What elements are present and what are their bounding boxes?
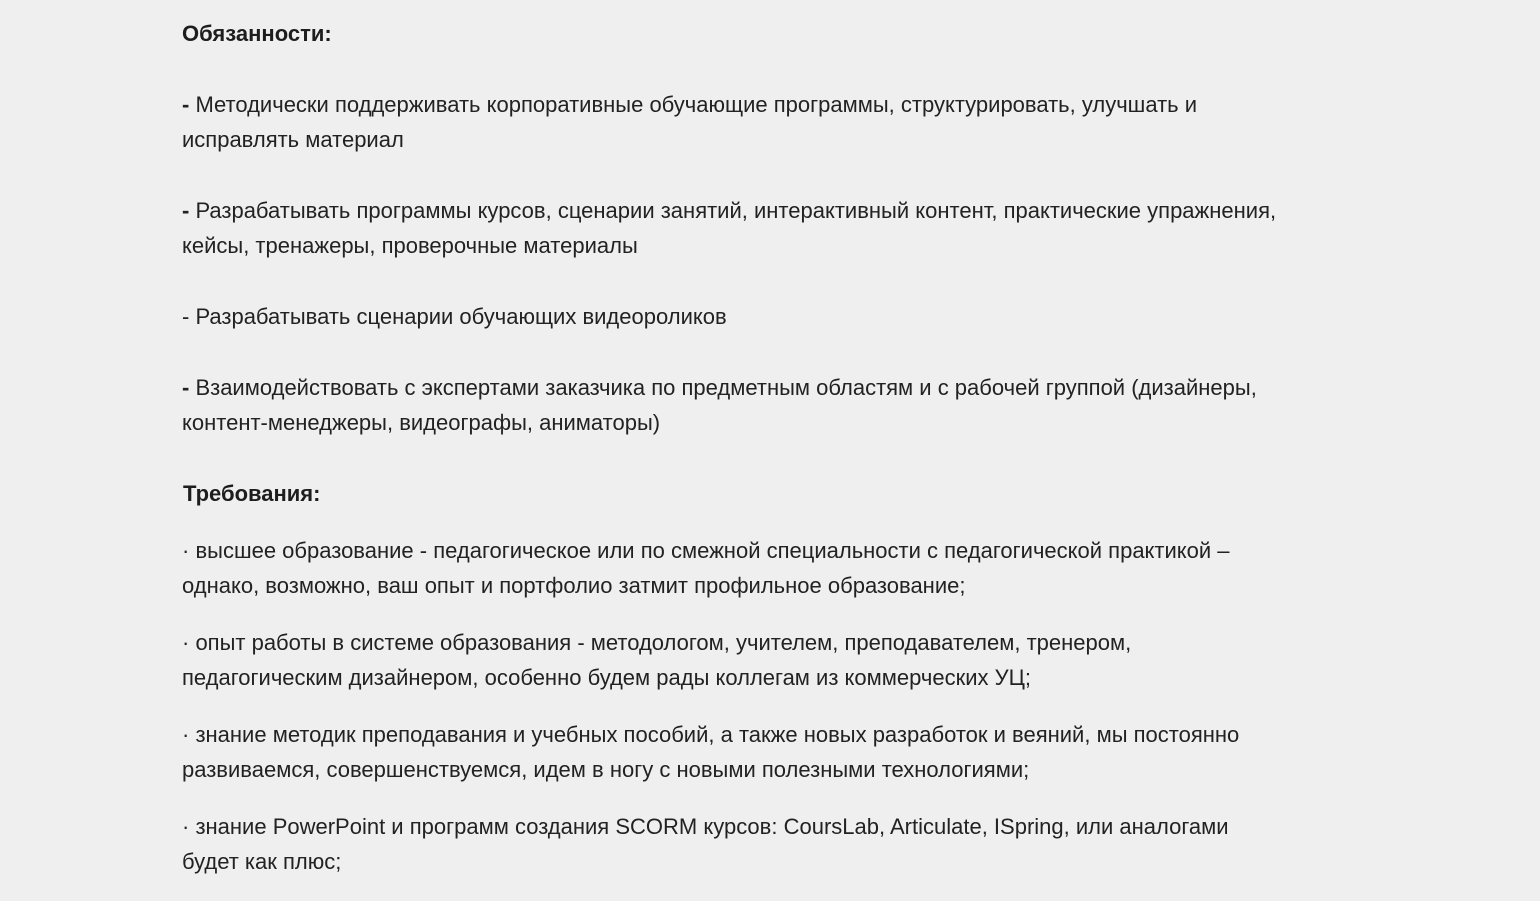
- list-item: · высшее образование - педагогическое или по смежной специальности с педагогической практикой – однако, возможно, ваш опыт и портфолио затмит профильное образование;: [182, 538, 1230, 598]
- list-marker: -: [182, 304, 190, 329]
- list-item-text: Разрабатывать сценарии обучающих видеороликов: [189, 304, 727, 329]
- requirements-heading: Требования:: [183, 481, 321, 506]
- requirements-list: [182, 533, 1282, 879]
- list-item: [182, 370, 1282, 440]
- list-item: · опыт работы в системе образования - методологом, учителем, преподавателем, тренером, педагогическим дизайнером, особенно будем рады коллегам из коммерческих УЦ;: [182, 630, 1132, 690]
- list-item: · знание методик преподавания и учебных пособий, а также новых разработок и веяний, мы постоянно развиваемся, совершенствуемся, идем в ногу с новыми полезными технологиями;: [182, 722, 1240, 782]
- list-item-text: Взаимодействовать с экспертами заказчика по предметным областям и с рабочей группой (дизайнеры, контент-менеджеры, видеографы, аниматоры): [182, 375, 1257, 435]
- list-item: [182, 193, 1282, 263]
- list-item-text: Разрабатывать программы курсов, сценарии занятий, интерактивный контент, практические упражнения, кейсы, тренажеры, проверочные материалы: [182, 198, 1277, 258]
- list-item: [182, 299, 1282, 334]
- responsibilities-heading: Обязанности:: [182, 21, 332, 46]
- list-item-text: Методически поддерживать корпоративные обучающие программы, структурировать, улучшать и исправлять материал: [182, 92, 1198, 152]
- responsibilities-list: [182, 87, 1282, 440]
- list-marker: -: [182, 375, 190, 400]
- list-item: [182, 87, 1282, 157]
- list-marker: -: [182, 198, 190, 223]
- list-marker: -: [182, 92, 190, 117]
- list-item: · знание PowerPoint и программ создания SCORM курсов: CoursLab, Articulate, ISpring, или аналогами будет как плюс;: [182, 814, 1229, 874]
- job-description: [182, 16, 1282, 901]
